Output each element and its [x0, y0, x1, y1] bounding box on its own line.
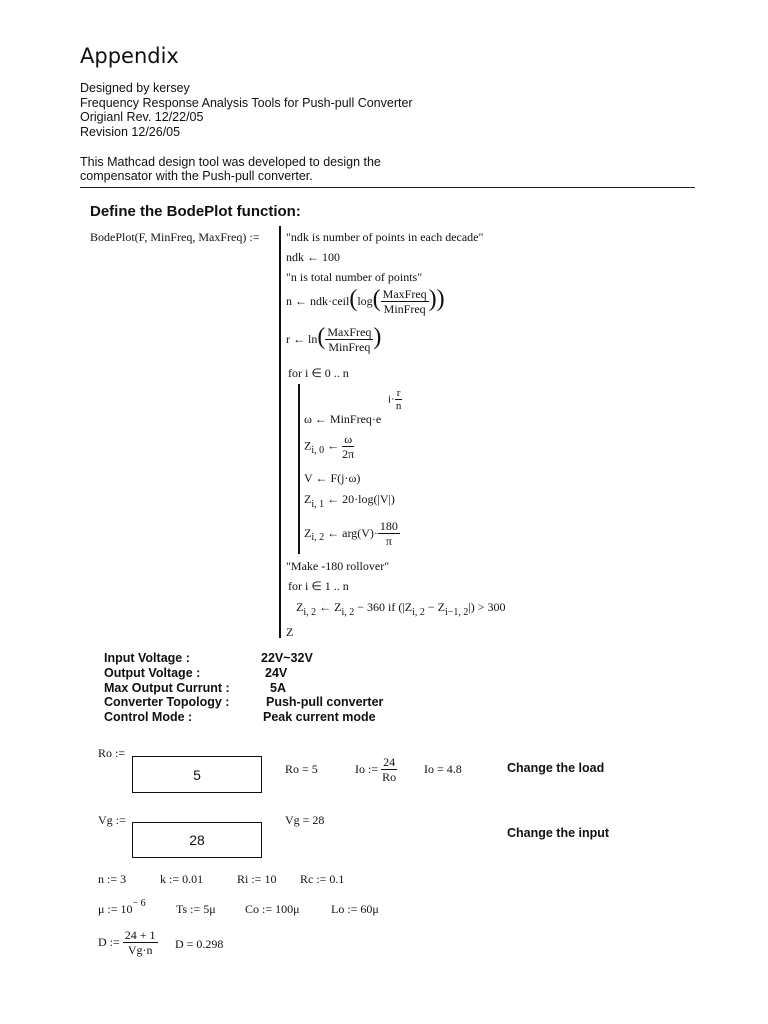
return-z: Z: [286, 625, 294, 639]
param-lo: Lo := 60μ: [331, 902, 379, 916]
comment-ndk: "ndk is number of points in each decade": [286, 230, 484, 244]
designer-line: Designed by kersey: [80, 81, 190, 95]
tool-name-line: Frequency Response Analysis Tools for Push-pull Converter: [80, 96, 413, 110]
param-ri: Ri := 10: [237, 872, 277, 886]
vg-input[interactable]: 28: [132, 822, 262, 858]
omega-assign: ω ← MinFreq·e: [304, 412, 382, 426]
ro-hint: Change the load: [507, 761, 605, 775]
n-assign: n ← ndk·ceil(log( $\frac{\text{MaxFreq}}{\text{MinFreq}}$ )): [286, 286, 445, 316]
comment-rollover: "Make -180 rollover": [286, 559, 390, 573]
vg-hint: Change the input: [507, 826, 610, 840]
ro-result: Ro = 5: [285, 762, 318, 776]
spec-value-max-current: 5A: [270, 681, 286, 695]
param-ts: Ts := 5μ: [176, 902, 216, 916]
rollover-assign: $Z_{i, 2}$ ← $Z_{i, 2} - 360$ if $(|Z_{i, 2} - Z_{i-1, 2}|) > 300$: [296, 600, 506, 618]
bodeplot-signature: BodePlot(F, MinFreq, MaxFreq) :=: [90, 230, 260, 244]
maxfreq-over-minfreq: $\frac{\text{MaxFreq}}{\text{MinFreq}}$: [382, 287, 427, 316]
spec-value-output-voltage: 24V: [265, 666, 288, 680]
param-co: Co := 100μ: [245, 902, 300, 916]
spec-label-input-voltage: Input Voltage :: [104, 651, 190, 665]
maxfreq-over-minfreq-2: $\frac{\text{MaxFreq}}{\text{MinFreq}}$: [327, 325, 372, 354]
duty-result: D = 0.298: [175, 937, 224, 951]
spec-label-output-voltage: Output Voltage :: [104, 666, 201, 680]
param-n: n := 3: [98, 872, 127, 886]
z2-assign: $Z_{i, 2}$ ← arg(V)· $\frac{180}{\pi}$: [304, 519, 398, 548]
param-rc: Rc := 0.1: [300, 872, 345, 886]
v-assign: V ← F(j·ω): [304, 471, 361, 485]
z1-assign: $Z_{i, 1}$ ← 20·log(|V|): [304, 492, 395, 510]
description-line-1: This Mathcad design tool was developed to design the: [80, 155, 381, 169]
vg-result: Vg = 28: [285, 813, 325, 827]
spec-label-control-mode: Control Mode :: [104, 710, 193, 724]
spec-value-control-mode: Peak current mode: [263, 710, 376, 724]
ro-input[interactable]: 5: [132, 756, 262, 793]
param-k: k := 0.01: [160, 872, 204, 886]
r-assign: r ← ln( $\frac{\text{MaxFreq}}{\text{MinFreq}}$ ): [286, 324, 382, 354]
spec-value-topology: Push-pull converter: [266, 695, 384, 709]
section-title: Define the BodePlot function:: [90, 203, 301, 220]
spec-value-input-voltage: 22V~32V: [261, 651, 313, 665]
spec-label-max-current: Max Output Currunt :: [104, 681, 230, 695]
header-divider: [80, 187, 695, 188]
ndk-assign: ndk ← 100: [286, 250, 340, 264]
comment-n: "n is total number of points": [286, 270, 423, 284]
original-rev-line: Origianl Rev. 12/22/05: [80, 110, 204, 124]
vg-label: Vg :=: [98, 813, 126, 827]
duty-definition: D := $\frac{24 + 1}{Vg\cdot n}$: [98, 928, 156, 957]
page-title: Appendix: [80, 44, 179, 68]
for-loop-1: for i ∈ 0 .. n: [288, 366, 349, 380]
omega-exponent: i· $\frac{r}{n}$: [388, 387, 402, 412]
spec-label-topology: Converter Topology :: [104, 695, 230, 709]
program-bar-inner: [298, 384, 300, 554]
description-line-2: compensator with the Push-pull converter.: [80, 169, 313, 183]
io-definition: Io := $\frac{24}{Ro}$: [355, 755, 397, 784]
revision-line: Revision 12/26/05: [80, 125, 181, 139]
param-mu: μ := $10^{- 6}$: [98, 898, 146, 916]
z0-assign: $Z_{i, 0}$ ← $\frac{\omega}{2\pi}$: [304, 432, 355, 461]
io-result: Io = 4.8: [424, 762, 462, 776]
ro-label: Ro :=: [98, 746, 126, 760]
program-bar-outer: [279, 226, 281, 638]
for-loop-2: for i ∈ 1 .. n: [288, 579, 349, 593]
